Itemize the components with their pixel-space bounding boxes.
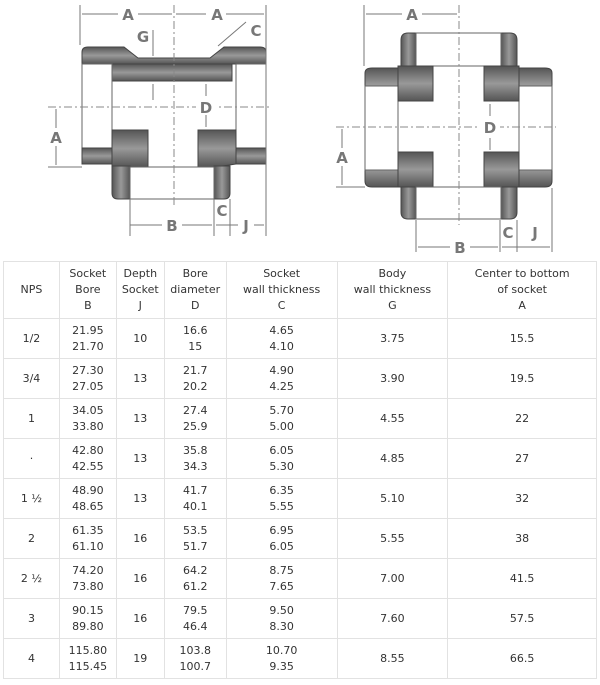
header-socket-wall: Socket wall thickness C <box>226 262 337 319</box>
cell-bore-diameter: 41.7 40.1 <box>164 479 226 519</box>
cell-body-wall: 3.90 <box>337 359 448 399</box>
cell-socket-wall: 4.65 4.10 <box>226 319 337 359</box>
cell-body-wall: 3.75 <box>337 319 448 359</box>
cross-dim-j: J <box>532 224 538 242</box>
cell-socket-bore: 115.80 115.45 <box>59 639 116 679</box>
cell-center-to-bottom: 19.5 <box>448 359 597 399</box>
cell-socket-wall: 6.35 5.55 <box>226 479 337 519</box>
tee-dim-g: G <box>136 28 150 46</box>
header-center-to-bottom: Center to bottom of socket A <box>448 262 597 319</box>
cell-socket-bore: 61.35 61.10 <box>59 519 116 559</box>
cell-socket-wall: 4.90 4.25 <box>226 359 337 399</box>
cell-nps: 3 <box>4 599 60 639</box>
cell-bore-diameter: 64.2 61.2 <box>164 559 226 599</box>
cell-depth-socket: 13 <box>116 439 164 479</box>
cell-nps: 3/4 <box>4 359 60 399</box>
cell-socket-bore: 34.05 33.80 <box>59 399 116 439</box>
cross-dim-a-side: A <box>336 149 348 167</box>
cell-socket-bore: 21.95 21.70 <box>59 319 116 359</box>
cell-body-wall: 4.55 <box>337 399 448 439</box>
cell-body-wall: 8.55 <box>337 639 448 679</box>
tee-dim-a-left: A <box>122 6 134 24</box>
cell-center-to-bottom: 41.5 <box>448 559 597 599</box>
cell-socket-wall: 8.75 7.65 <box>226 559 337 599</box>
table-row <box>4 559 597 599</box>
header-bore-diameter: Bore diameter D <box>164 262 226 319</box>
cell-nps: 2 ½ <box>4 559 60 599</box>
dimensions-table <box>3 261 597 679</box>
socket-weld-cross-diagram <box>300 0 600 258</box>
table-row <box>4 359 597 399</box>
cell-nps: 4 <box>4 639 60 679</box>
cell-socket-wall: 10.70 9.35 <box>226 639 337 679</box>
cell-depth-socket: 16 <box>116 519 164 559</box>
tee-dim-d: D <box>199 99 213 117</box>
cell-depth-socket: 13 <box>116 359 164 399</box>
cell-depth-socket: 10 <box>116 319 164 359</box>
cell-center-to-bottom: 38 <box>448 519 597 559</box>
cell-bore-diameter: 27.4 25.9 <box>164 399 226 439</box>
header-nps: NPS <box>4 262 60 319</box>
table-row <box>4 639 597 679</box>
cell-body-wall: 4.85 <box>337 439 448 479</box>
cross-dim-b: B <box>454 239 466 257</box>
table-row <box>4 519 597 559</box>
cell-depth-socket: 16 <box>116 599 164 639</box>
cell-depth-socket: 16 <box>116 559 164 599</box>
table-header-row <box>4 262 597 319</box>
tee-dim-c-bottom: C <box>216 202 228 220</box>
cross-dim-a-top: A <box>406 6 418 24</box>
cell-socket-bore: 90.15 89.80 <box>59 599 116 639</box>
cell-nps: 2 <box>4 519 60 559</box>
cell-bore-diameter: 35.8 34.3 <box>164 439 226 479</box>
cell-socket-bore: 74.20 73.80 <box>59 559 116 599</box>
cell-socket-wall: 6.05 5.30 <box>226 439 337 479</box>
table-row <box>4 599 597 639</box>
cell-center-to-bottom: 15.5 <box>448 319 597 359</box>
table-row <box>4 319 597 359</box>
cell-bore-diameter: 103.8 100.7 <box>164 639 226 679</box>
cell-nps: 1 ½ <box>4 479 60 519</box>
tee-dim-j: J <box>243 217 249 235</box>
cell-body-wall: 7.60 <box>337 599 448 639</box>
cross-dim-c: C <box>502 224 514 242</box>
cell-socket-wall: 9.50 8.30 <box>226 599 337 639</box>
header-depth-socket: Depth Socket J <box>116 262 164 319</box>
cell-nps: · <box>4 439 60 479</box>
header-socket-bore: Socket Bore B <box>59 262 116 319</box>
cell-center-to-bottom: 66.5 <box>448 639 597 679</box>
cell-body-wall: 5.10 <box>337 479 448 519</box>
cell-center-to-bottom: 27 <box>448 439 597 479</box>
cell-center-to-bottom: 57.5 <box>448 599 597 639</box>
cell-socket-wall: 5.70 5.00 <box>226 399 337 439</box>
cell-socket-bore: 42.80 42.55 <box>59 439 116 479</box>
tee-dim-b: B <box>166 217 178 235</box>
tee-dim-a-side: A <box>50 129 62 147</box>
cell-nps: 1 <box>4 399 60 439</box>
table-row <box>4 399 597 439</box>
table-row <box>4 439 597 479</box>
cell-bore-diameter: 21.7 20.2 <box>164 359 226 399</box>
cell-center-to-bottom: 22 <box>448 399 597 439</box>
cell-socket-wall: 6.95 6.05 <box>226 519 337 559</box>
table-row <box>4 479 597 519</box>
cell-bore-diameter: 16.6 15 <box>164 319 226 359</box>
cell-center-to-bottom: 32 <box>448 479 597 519</box>
cell-nps: 1/2 <box>4 319 60 359</box>
cell-body-wall: 5.55 <box>337 519 448 559</box>
header-body-wall: Body wall thickness G <box>337 262 448 319</box>
cell-socket-bore: 48.90 48.65 <box>59 479 116 519</box>
cross-dim-d: D <box>483 119 497 137</box>
cell-bore-diameter: 53.5 51.7 <box>164 519 226 559</box>
cell-socket-bore: 27.30 27.05 <box>59 359 116 399</box>
socket-weld-tee-diagram <box>0 0 300 258</box>
cell-depth-socket: 13 <box>116 399 164 439</box>
tee-dim-a-right: A <box>211 6 223 24</box>
cell-depth-socket: 13 <box>116 479 164 519</box>
cell-bore-diameter: 79.5 46.4 <box>164 599 226 639</box>
cell-body-wall: 7.00 <box>337 559 448 599</box>
cell-depth-socket: 19 <box>116 639 164 679</box>
fitting-diagrams <box>0 0 600 258</box>
tee-dim-c-top: C <box>250 22 262 40</box>
